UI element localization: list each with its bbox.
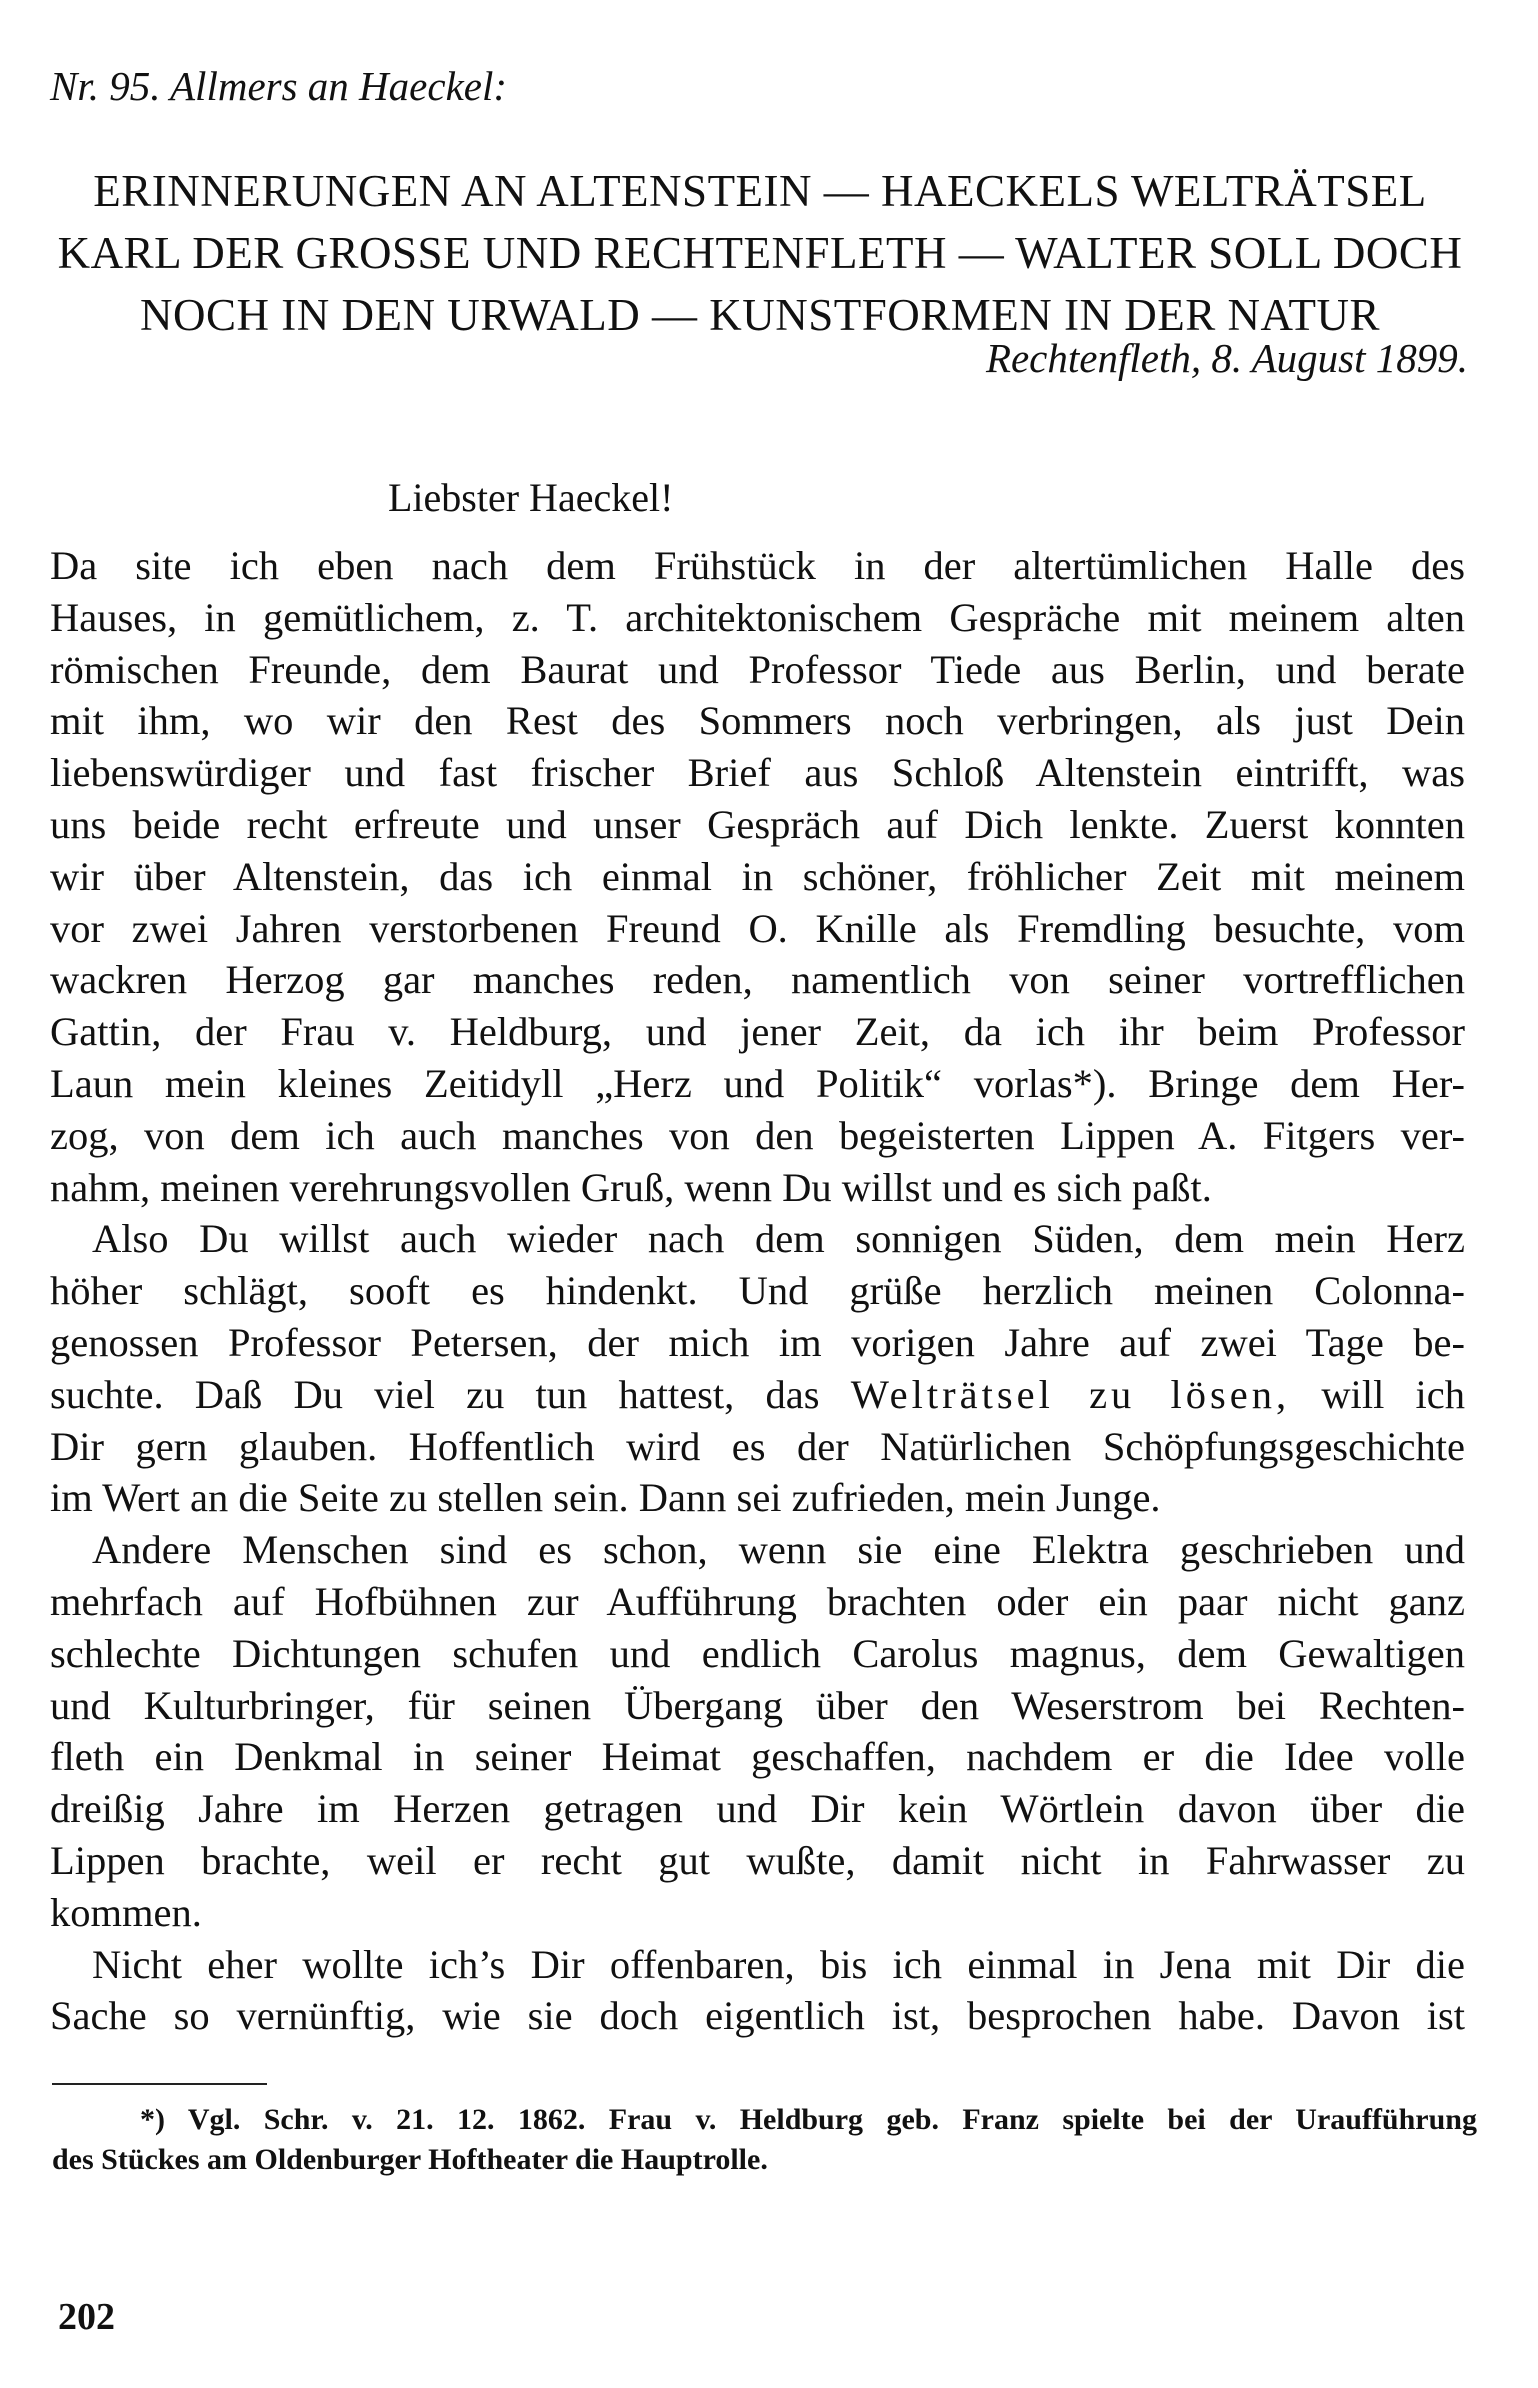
heading-line: NOCH IN DEN URWALD — KUNSTFORMEN IN DER NATUR: [139, 290, 1380, 340]
body-line: mit ihm, wo wir den Rest des Sommers noch verbringen, als just Dein: [50, 698, 1465, 744]
body-line: höher schlägt, sooft es hindenkt. Und grüße herzlich meinen Colonna-: [50, 1268, 1465, 1314]
body-line: kommen.: [50, 1889, 202, 1935]
body-line: Laun mein kleines Zeitidyll „Herz und Politik“ vorlas*). Bringe dem Her-: [50, 1060, 1465, 1106]
body-line: und Kulturbringer, für seinen Übergang über den Weserstrom bei Rechten-: [50, 1682, 1465, 1728]
body-line: im Wert an die Seite zu stellen sein. Dann sei zufrieden, mein Junge.: [50, 1475, 1161, 1521]
body-line: Andere Menschen sind es schon, wenn sie eine Elektra geschrieben und: [92, 1527, 1465, 1573]
body-line: Also Du willst auch wieder nach dem sonnigen Süden, dem mein Herz: [92, 1216, 1465, 1262]
body-line: vor zwei Jahren verstorbenen Freund O. Knille als Fremdling besuchte, vom: [50, 905, 1465, 951]
footnote-line: *) Vgl. Schr. v. 21. 12. 1862. Frau v. Heldburg geb. Franz spielte bei der Uraufführung: [140, 2103, 1477, 2136]
letter-body: [50, 540, 1465, 2042]
footnote: [52, 2100, 1477, 2180]
spaced-title-segment: Welträtsel zu lösen,: [850, 1371, 1291, 1417]
body-line: fleth ein Denkmal in seiner Heimat geschaffen, nachdem er die Idee volle: [50, 1734, 1465, 1780]
salutation: Liebster Haeckel!: [388, 475, 674, 520]
letter-summary-heading: [30, 160, 1490, 346]
page-number: 202: [58, 2296, 115, 2338]
body-line: römischen Freunde, dem Baurat und Professor Tiede aus Berlin, und berate: [50, 646, 1465, 692]
heading-line: KARL DER GROSSE UND RECHTENFLETH — WALTER SOLL DOCH: [57, 228, 1463, 278]
body-text-segment: will ich: [1321, 1371, 1465, 1417]
body-line: schlechte Dichtungen schufen und endlich Carolus magnus, dem Gewaltigen: [50, 1630, 1465, 1676]
body-line: Da site ich eben nach dem Frühstück in der altertümlichen Halle des: [50, 543, 1465, 588]
place-and-date: Rechtenfleth, 8. August 1899.: [985, 335, 1468, 381]
footnote-divider: [52, 2083, 267, 2085]
footnote-line: des Stückes am Oldenburger Hoftheater die Hauptrolle.: [52, 2143, 768, 2176]
body-line: Gattin, der Frau v. Heldburg, und jener Zeit, da ich ihr beim Professor: [50, 1009, 1465, 1055]
body-line: Dir gern glauben. Hoffentlich wird es der Natürlichen Schöpfungsgeschichte: [50, 1423, 1465, 1469]
body-line: wackren Herzog gar manches reden, namentlich von seiner vortrefflichen: [50, 957, 1465, 1003]
body-text-segment: suchte. Daß Du viel zu tun hattest, das: [50, 1371, 820, 1417]
body-line: zog, von dem ich auch manches von den begeisterten Lippen A. Fitgers ver-: [50, 1112, 1465, 1158]
body-line: liebenswürdiger und fast frischer Brief aus Schloß Altenstein eintrifft, was: [50, 750, 1465, 796]
body-line: genossen Professor Petersen, der mich im vorigen Jahre auf zwei Tage be-: [50, 1319, 1465, 1365]
body-line: Nicht eher wollte ich’s Dir offenbaren, bis ich einmal in Jena mit Dir die: [92, 1941, 1465, 1987]
body-line: Sache so vernünftig, wie sie doch eigentlich ist, besprochen habe. Davon ist: [50, 1993, 1465, 2039]
heading-line: ERINNERUNGEN AN ALTENSTEIN — HAECKELS WELTRÄTSEL: [93, 166, 1427, 216]
body-line: nahm, meinen verehrungsvollen Gruß, wenn Du willst und es sich paßt.: [50, 1164, 1212, 1210]
letter-number-header: Nr. 95. Allmers an Haeckel:: [50, 63, 508, 109]
body-line: uns beide recht erfreute und unser Gespräch auf Dich lenkte. Zuerst konnten: [50, 801, 1465, 847]
body-line: Hauses, in gemütlichem, z. T. architektonischem Gespräche mit meinem alten: [50, 594, 1465, 640]
body-line: Lippen brachte, weil er recht gut wußte, damit nicht in Fahrwasser zu: [50, 1837, 1465, 1883]
body-line: mehrfach auf Hofbühnen zur Aufführung brachten oder ein paar nicht ganz: [50, 1578, 1465, 1624]
body-line: wir über Altenstein, das ich einmal in schöner, fröhlicher Zeit mit meinem: [50, 853, 1465, 899]
body-line: dreißig Jahre im Herzen getragen und Dir kein Wörtlein davon über die: [50, 1786, 1465, 1832]
body-line-mixed: [50, 1369, 1465, 1421]
